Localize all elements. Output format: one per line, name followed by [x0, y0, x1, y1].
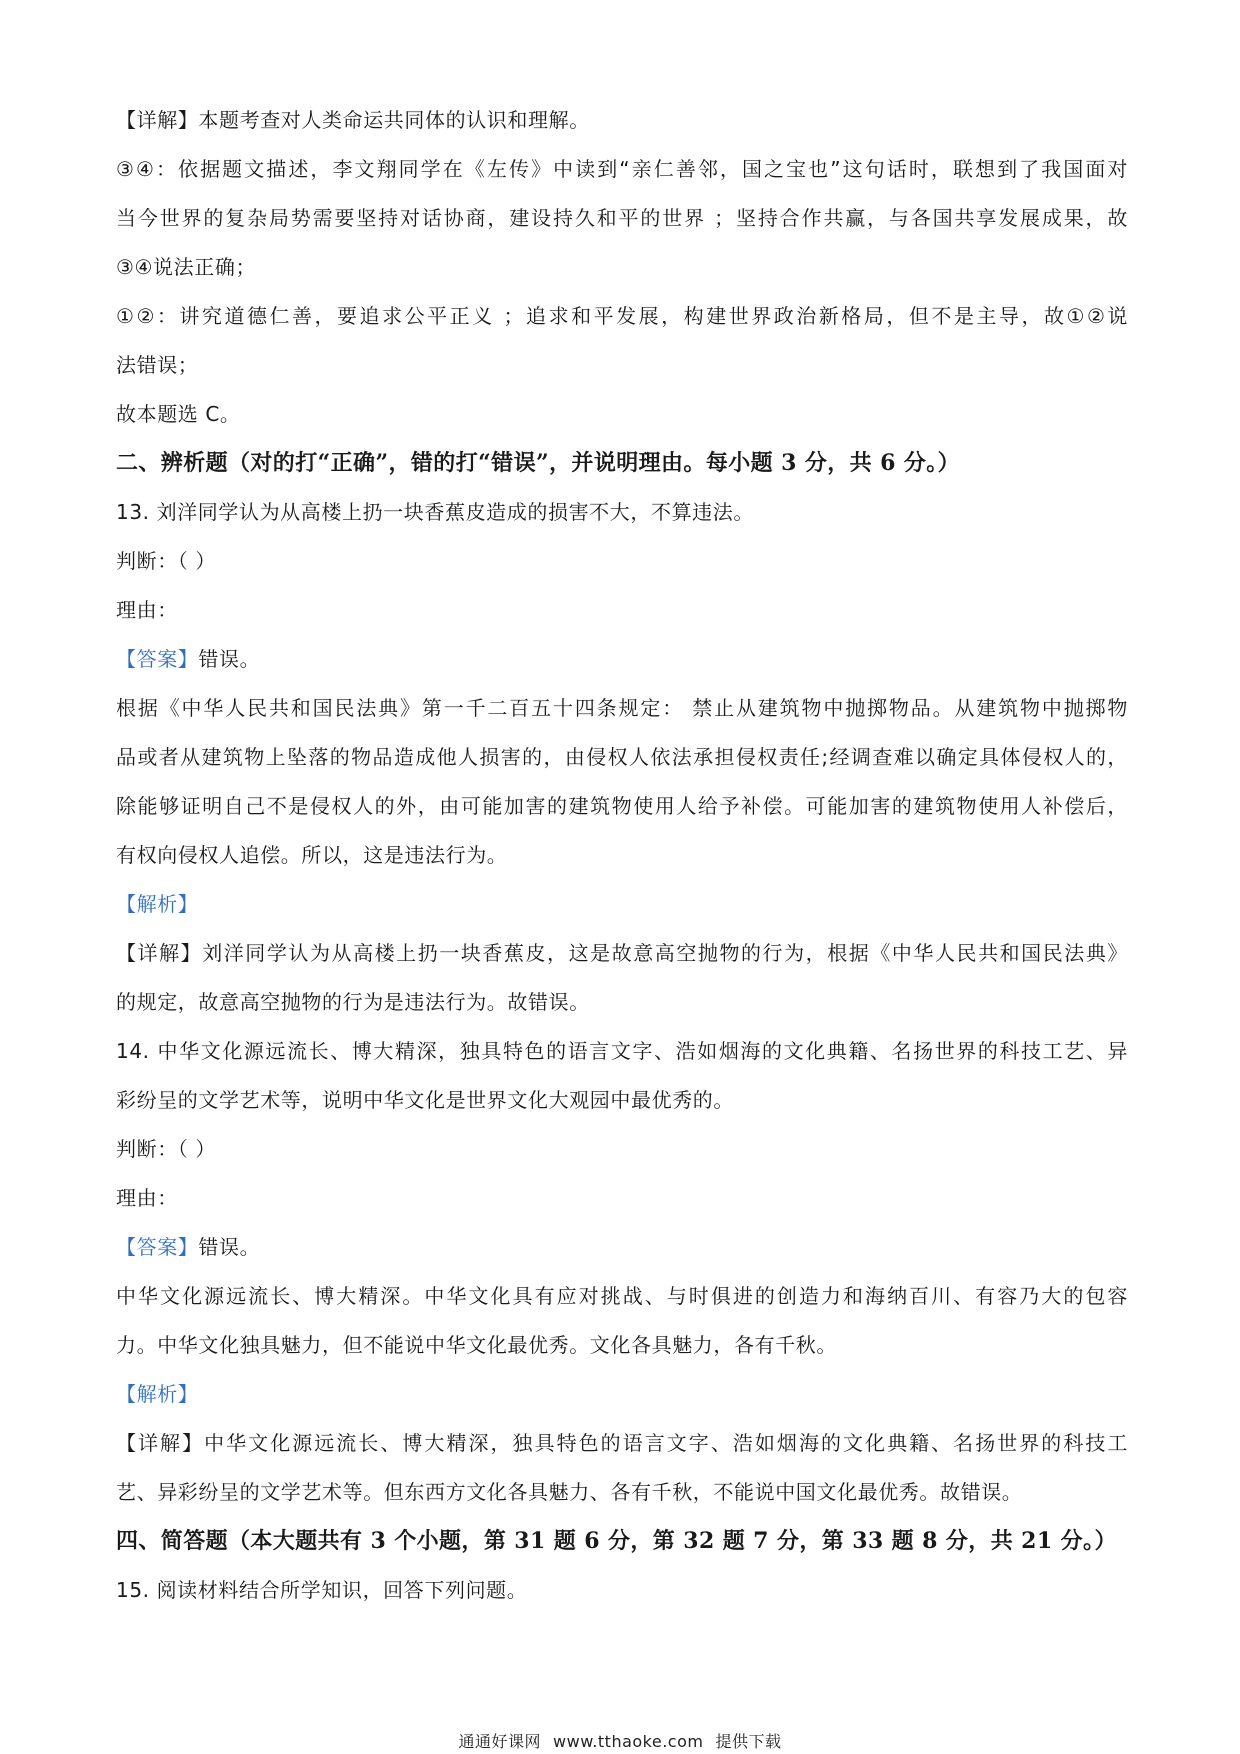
footer-site-name: 通通好课网	[458, 1732, 542, 1751]
analysis-tag: 【解析】	[116, 1382, 199, 1406]
answer-tag: 【答案】	[116, 647, 199, 671]
section-heading: 二、辨析题（对的打“正确”，错的打“错误”，并说明理由。每小题 3 分，共 6 分。）	[116, 450, 961, 476]
detail-line: 【详解】刘洋同学认为从高楼上扔一块香蕉皮，这是故意高空抛物的行为，根据《中华人民共和国民法典》	[116, 941, 1128, 965]
question-13: 13. 刘洋同学认为从高楼上扔一块香蕉皮造成的损害不大，不算违法。	[116, 500, 754, 524]
body-line: ①②：讲究道德仁善，要追求公平正义 ；追求和平发展，构建世界政治新格局，但不是主导，故①②说	[116, 304, 1128, 328]
answer-line	[116, 635, 1128, 684]
detail-line: 的规定，故意高空抛物的行为是违法行为。故错误。	[116, 990, 590, 1014]
body-line: 法错误；	[116, 353, 199, 377]
document-page	[116, 96, 1128, 1615]
question-14-cont: 彩纷呈的文学艺术等，说明中华文化是世界文化大观园中最优秀的。	[116, 1088, 734, 1112]
section-heading: 四、简答题（本大题共有 3 个小题，第 31 题 6 分，第 32 题 7 分，第 33 题 8 分，共 21 分。）	[116, 1528, 1117, 1554]
page-footer	[0, 1729, 1240, 1752]
reason-line: 理由：	[116, 1186, 178, 1210]
footer-note: 提供下载	[715, 1732, 782, 1751]
answer-line	[116, 1223, 1128, 1272]
answer-tag: 【答案】	[116, 1235, 199, 1259]
detail-line: 艺、异彩纷呈的文学艺术等。但东西方文化各具魅力、各有千秋，不能说中国文化最优秀。故错误。	[116, 1480, 1023, 1504]
body-line: 故本题选 C。	[116, 402, 241, 426]
body-line: ③④说法正确；	[116, 255, 257, 279]
answer-body-line: 根据《中华人民共和国民法典》第一千二百五十四条规定： 禁止从建筑物中抛掷物品。从建筑物中抛掷物	[116, 696, 1128, 720]
body-line: 当今世界的复杂局势需要坚持对话协商，建设持久和平的世界 ；坚持合作共赢，与各国共享发展成果，故	[116, 206, 1128, 230]
body-line: ③④：依据题文描述，李文翔同学在《左传》中读到“亲仁善邻，国之宝也”这句话时，联想到了我国面对	[116, 157, 1128, 181]
answer-body-line: 除能够证明自己不是侵权人的外，由可能加害的建筑物使用人给予补偿。可能加害的建筑物使用人补偿后，	[116, 794, 1128, 818]
judge-line: 判断：（ ）	[116, 549, 216, 573]
reason-line: 理由：	[116, 598, 178, 622]
question-15: 15. 阅读材料结合所学知识，回答下列问题。	[116, 1578, 528, 1602]
answer-body-line: 有权向侵权人追偿。所以，这是违法行为。	[116, 843, 508, 867]
answer-body-line: 品或者从建筑物上坠落的物品造成他人损害的，由侵权人依法承担侵权责任;经调查难以确定具体侵权人的，	[116, 745, 1128, 769]
answer-text: 错误。	[198, 1235, 261, 1259]
footer-url[interactable]: www.tthaoke.com	[553, 1732, 704, 1751]
question-14: 14. 中华文化源远流长、博大精深，独具特色的语言文字、浩如烟海的文化典籍、名扬世界的科技工艺、异	[116, 1039, 1128, 1063]
answer-body-line: 力。中华文化独具魅力，但不能说中华文化最优秀。文化各具魅力，各有千秋。	[116, 1333, 837, 1357]
judge-line: 判断：（ ）	[116, 1137, 216, 1161]
detail-line: 【详解】本题考查对人类命运共同体的认识和理解。	[116, 108, 590, 132]
answer-text: 错误。	[198, 647, 261, 671]
analysis-tag: 【解析】	[116, 892, 199, 916]
detail-line: 【详解】中华文化源远流长、博大精深，独具特色的语言文字、浩如烟海的文化典籍、名扬世界的科技工	[116, 1431, 1128, 1455]
answer-body-line: 中华文化源远流长、博大精深。中华文化具有应对挑战、与时俱进的创造力和海纳百川、有容乃大的包容	[116, 1284, 1128, 1308]
